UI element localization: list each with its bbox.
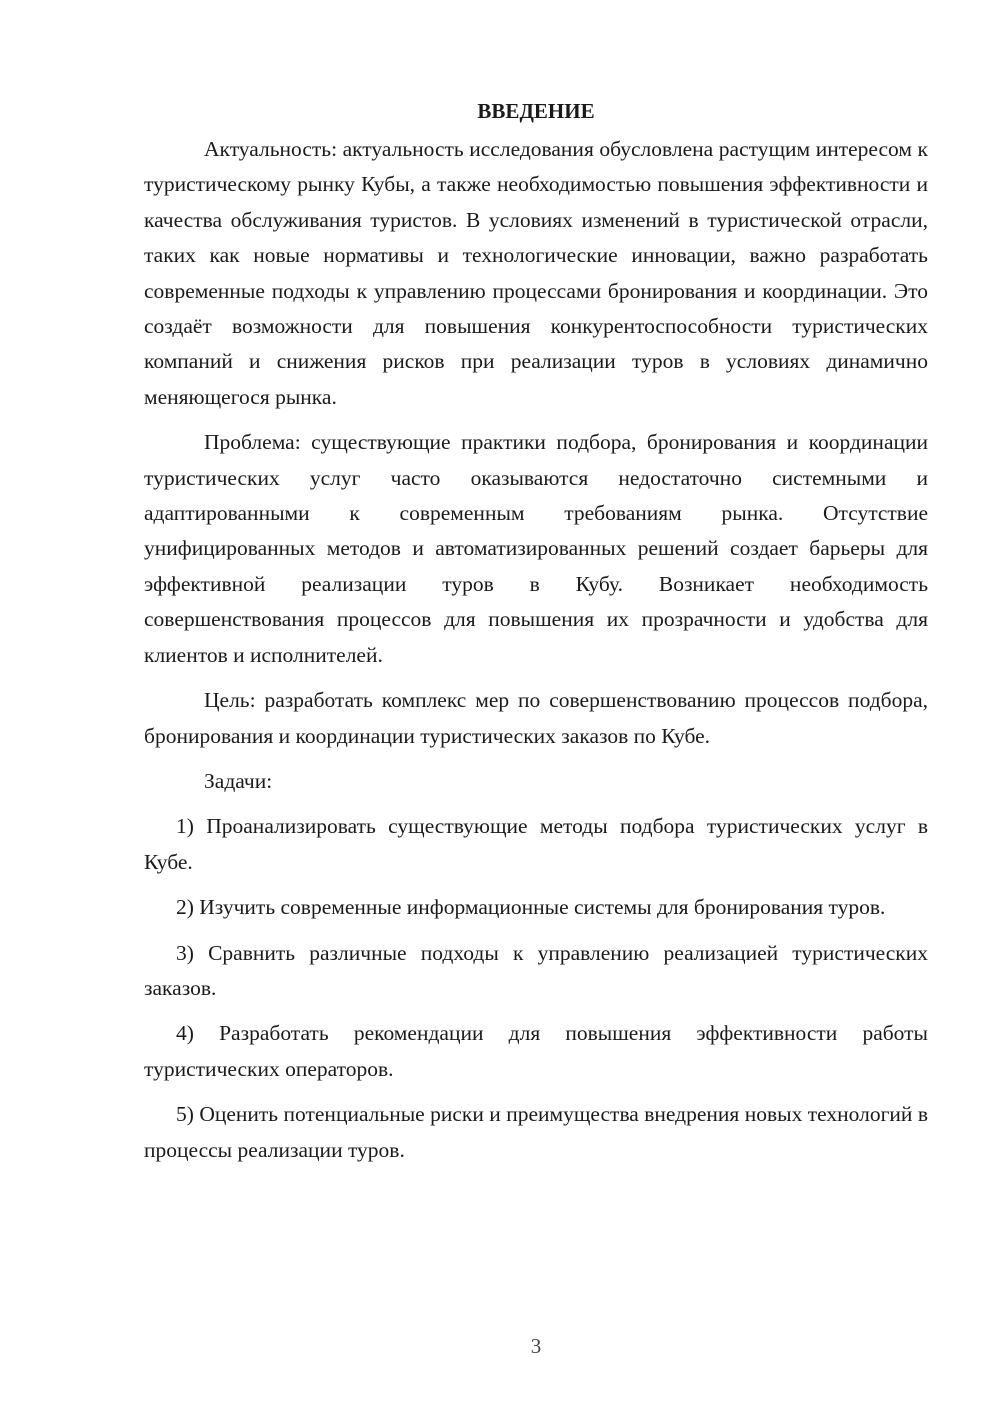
task-item-5: 5) Оценить потенциальные риски и преимущества внедрения новых технологий в процессы реализации туров. [144,1102,928,1162]
paragraph-relevance: Актуальность: актуальность исследования обусловлена растущим интересом к туристическому рынку Кубы, а также необходимостью повышения эффективности и качества обслуживания туристов. В условиях изменений в туристической отрасли, таких как новые нормативы и технологические инновации, важно разработать современные подходы к управлению процессами бронирования и координации. Это создаёт возможности для повышения конкурентоспособности туристических компаний и снижения рисков при реализации туров в условиях динамично меняющегося рынка. [144,137,928,409]
task-item-1: 1) Проанализировать существующие методы подбора туристических услуг в Кубе. [144,814,928,874]
tasks-label: Задачи: [204,768,273,793]
task-item-4: 4) Разработать рекомендации для повышения эффективности работы туристических операторов. [144,1021,928,1081]
task-item-2: 2) Изучить современные информационные системы для бронирования туров. [176,895,886,920]
paragraph-problem: Проблема: существующие практики подбора, бронирования и координации туристических услуг часто оказываются недостаточно системными и адаптированными к современным требованиям рынка. Отсутствие унифицированных методов и автоматизированных решений создает барьеры для эффективной реализации туров в Кубу. Возникает необходимость совершенствования процессов для повышения их прозрачности и удобства для клиентов и исполнителей. [144,430,928,667]
task-item-3: 3) Сравнить различные подходы к управлению реализацией туристических заказов. [144,940,928,1000]
page-number: 3 [530,1334,542,1358]
page-content [144,96,928,1168]
section-title: ВВЕДЕНИЕ [477,99,595,123]
paragraph-goal: Цель: разработать комплекс мер по совершенствованию процессов подбора, бронирования и координации туристических заказов по Кубе. [144,688,928,748]
